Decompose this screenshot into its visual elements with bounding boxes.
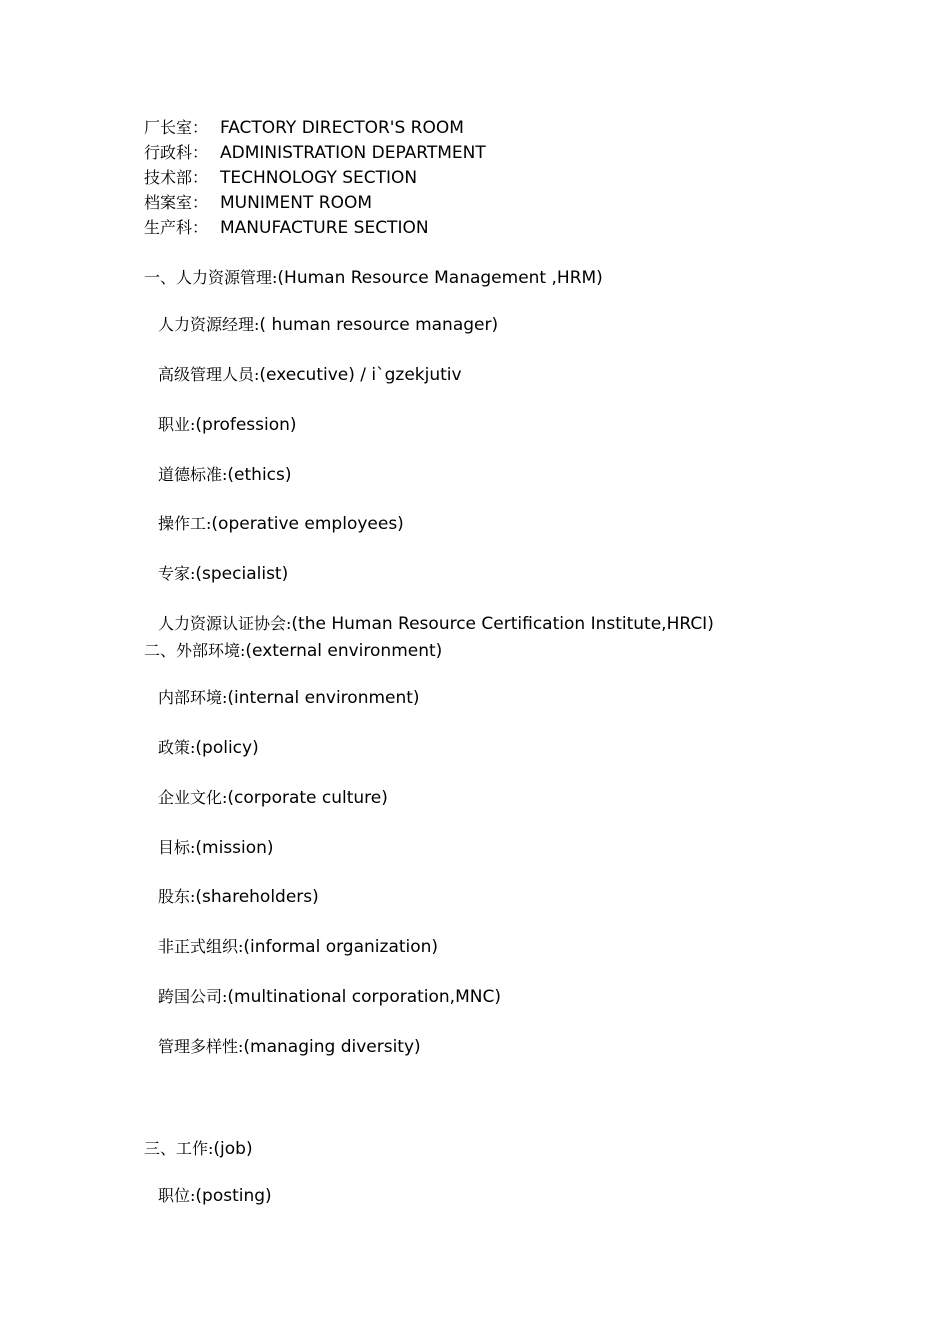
term-zh: 政策: bbox=[158, 738, 196, 757]
term-line bbox=[158, 563, 288, 585]
term-zh: 非正式组织: bbox=[158, 937, 244, 956]
term-line bbox=[158, 513, 404, 535]
term-en: (informal organization) bbox=[243, 937, 439, 957]
term-zh: 职业: bbox=[158, 415, 196, 434]
department-en: MUNIMENT ROOM bbox=[220, 193, 372, 213]
department-line bbox=[144, 117, 464, 139]
term-zh: 人力资源经理: bbox=[158, 315, 260, 334]
term-line bbox=[158, 787, 388, 809]
term-en: (operative employees) bbox=[211, 514, 404, 534]
department-line bbox=[144, 142, 486, 164]
term-line bbox=[158, 1036, 421, 1058]
term-zh: 人力资源认证协会: bbox=[158, 614, 292, 633]
term-en: (profession) bbox=[195, 415, 297, 435]
term-zh: 管理多样性: bbox=[158, 1037, 244, 1056]
term-zh: 企业文化: bbox=[158, 788, 228, 807]
term-en: (executive) / i`gzekjutiv bbox=[259, 365, 462, 385]
term-zh: 职位: bbox=[158, 1186, 196, 1205]
term-en: ( human resource manager) bbox=[259, 315, 499, 335]
section-heading-en: (job) bbox=[213, 1139, 253, 1159]
department-en: MANUFACTURE SECTION bbox=[220, 218, 429, 238]
term-zh: 高级管理人员: bbox=[158, 365, 260, 384]
term-en: (specialist) bbox=[195, 564, 289, 584]
term-en: (policy) bbox=[195, 738, 259, 758]
term-line bbox=[158, 414, 297, 436]
section-heading bbox=[144, 267, 603, 289]
department-zh: 生产科： bbox=[144, 218, 209, 237]
term-en: (corporate culture) bbox=[227, 788, 388, 808]
term-line bbox=[158, 687, 420, 709]
term-zh: 目标: bbox=[158, 838, 196, 857]
section-heading-zh: 一、人力资源管理: bbox=[144, 268, 278, 287]
term-en: (managing diversity) bbox=[243, 1037, 421, 1057]
term-en: (mission) bbox=[195, 838, 274, 858]
term-zh: 操作工: bbox=[158, 514, 212, 533]
term-en: (posting) bbox=[195, 1186, 272, 1206]
term-line bbox=[158, 464, 292, 486]
term-zh: 跨国公司: bbox=[158, 987, 228, 1006]
department-en: FACTORY DIRECTOR'S ROOM bbox=[220, 118, 464, 138]
term-zh: 道德标准: bbox=[158, 465, 228, 484]
term-line bbox=[158, 613, 714, 635]
department-line bbox=[144, 192, 372, 214]
department-line bbox=[144, 167, 417, 189]
department-en: ADMINISTRATION DEPARTMENT bbox=[220, 143, 486, 163]
department-zh: 厂长室： bbox=[144, 118, 209, 137]
section-heading-en: (external environment) bbox=[245, 641, 443, 661]
section-heading bbox=[144, 640, 442, 662]
term-line bbox=[158, 314, 498, 336]
term-line bbox=[158, 1185, 272, 1207]
department-zh: 技术部： bbox=[144, 168, 209, 187]
term-zh: 内部环境: bbox=[158, 688, 228, 707]
department-line bbox=[144, 217, 429, 239]
term-line bbox=[158, 936, 438, 958]
term-line bbox=[158, 886, 319, 908]
department-zh: 行政科： bbox=[144, 143, 209, 162]
section-heading-en: (Human Resource Management ,HRM) bbox=[277, 268, 603, 288]
department-en: TECHNOLOGY SECTION bbox=[220, 168, 418, 188]
term-zh: 股东: bbox=[158, 887, 196, 906]
term-line bbox=[158, 364, 462, 386]
term-en: (multinational corporation,MNC) bbox=[227, 987, 501, 1007]
section-heading-zh: 二、外部环境: bbox=[144, 641, 246, 660]
term-line bbox=[158, 737, 259, 759]
term-line bbox=[158, 986, 501, 1008]
section-heading bbox=[144, 1138, 253, 1160]
term-en: (shareholders) bbox=[195, 887, 319, 907]
term-line bbox=[158, 837, 274, 859]
term-en: (ethics) bbox=[227, 465, 292, 485]
department-zh: 档案室： bbox=[144, 193, 209, 212]
term-en: (the Human Resource Certification Institute,HRCI) bbox=[291, 614, 714, 634]
section-heading-zh: 三、工作: bbox=[144, 1139, 214, 1158]
term-en: (internal environment) bbox=[227, 688, 420, 708]
term-zh: 专家: bbox=[158, 564, 196, 583]
